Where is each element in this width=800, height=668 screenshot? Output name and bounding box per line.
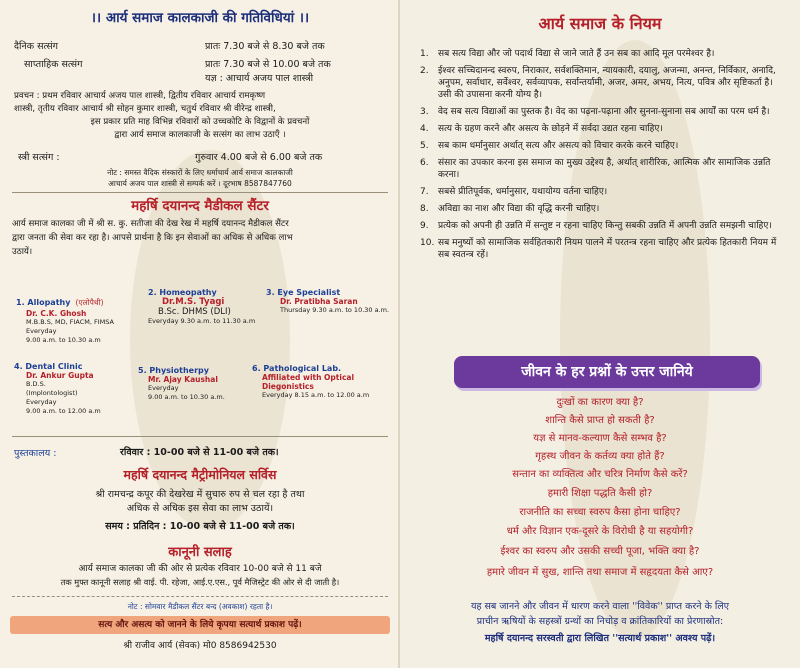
- library-time: रविवार : 10-00 बजे से 11-00 बजे तक।: [120, 447, 279, 458]
- pravachan-line: द्वारा आर्य समाज कालकाजी के सत्संग का लाभ उठाएँ ।: [114, 130, 286, 140]
- rule-text: वेद सब सत्य विद्याओं का पुस्तक है। वेद का पढ़ना-पढ़ाना और सुनना-सुनाना सब आर्यों का परम धर्म है।: [438, 107, 770, 117]
- clinic-name: 1. Allopathy: [16, 298, 71, 307]
- rule-text: ईश्वर सच्चिदानन्द स्वरुप, निराकार, सर्वशक्तिमान, न्यायकारी, दयालु, अजन्मा, अनन्त, निर्विकार, अनादि, अनुपम, सर्वाधार, सर्वेश्वर, सर्वव्यापक, सर्वान्तर्यामी, अजर, अमर, अभय, नित्य, पवित्र और सृष्टिकर्ता है। उसी की उपासना करनी योग्य है।: [438, 66, 776, 100]
- clinic-detail: Everyday: [148, 384, 179, 392]
- clinic-name: 3. Eye Specialist: [266, 288, 341, 297]
- clinic-detail: 9.00 a.m. to 12.00 a.m: [26, 407, 101, 415]
- sanskar-note: आचार्य अजय पाल शास्त्री से सम्पर्क करें । दूरभाष 8587847760: [108, 179, 292, 188]
- matrimonial-time: समय : प्रतिदिन : 10-00 बजे से 11-00 बजे तक।: [105, 521, 295, 532]
- clinic-detail: 9.00 a.m. to 10.30 a.m.: [148, 393, 225, 401]
- clinic-detail: B.D.S.: [26, 380, 46, 388]
- medical-center-title: महर्षि दयानन्द मैडीकल सैंटर: [131, 198, 269, 214]
- rule-item: [420, 65, 780, 101]
- rule-number: 6.: [420, 158, 429, 168]
- question-item: राजनीति का सच्चा स्वरुप कैसा होना चाहिए?: [519, 507, 681, 518]
- question-item: ईश्वर का स्वरुप और उसकी सच्ची पूजा, भक्ति क्या है?: [500, 546, 700, 557]
- rule-item: [420, 123, 780, 135]
- clinic-doctor: Mr. Ajay Kaushal: [148, 375, 218, 384]
- daily-satsang-time: प्रातः 7.30 बजे से 8.30 बजे तक: [205, 41, 325, 52]
- rule-number: 10.: [420, 238, 435, 248]
- signature: श्री राजीव आर्य (सेवक) मो0 8586942530: [123, 641, 277, 651]
- activities-title: ।। आर्य समाज कालकाजी की गतिविधियां ।।: [90, 10, 310, 26]
- clinic-dental: [14, 362, 134, 416]
- clinic-homeopathy: [148, 288, 268, 326]
- rule-number: 9.: [420, 221, 429, 231]
- divider: [12, 596, 388, 597]
- clinic-eye-specialist: [266, 288, 396, 315]
- clinic-detail: (Implontologist): [26, 389, 78, 397]
- rule-item: [420, 140, 780, 152]
- question-item: यज्ञ से मानव-कल्याण कैसे सम्भव है?: [533, 433, 667, 444]
- rule-text: प्रत्येक को अपनी ही उन्नति में सन्तुष्ट न रहना चाहिए किन्तु सबकी उन्नति में अपनी उन्नति समझनी चाहिए।: [438, 221, 772, 231]
- library-label: पुस्तकालय :: [14, 448, 57, 459]
- rule-number: 4.: [420, 124, 429, 134]
- medical-center-text: उठायें।: [12, 247, 33, 257]
- clinic-doctor: Affiliated with Optical: [262, 373, 355, 382]
- legal-advice-text: आर्य समाज कालका जी की ओर से प्रत्येक रविवार 10-00 बजे से 11 बजे: [78, 564, 322, 574]
- question-item: सन्तान का व्यक्तित्व और चरित्र निर्माण कैसे करें?: [512, 469, 688, 480]
- rule-text: सब सत्य विद्या और जो पदार्थ विद्या से जाने जाते हैं उन सब का आदि मूल परमेश्वर है।: [438, 49, 715, 59]
- matrimonial-title: महर्षि दयानन्द मैट्रीमोनियल सर्विस: [123, 467, 277, 482]
- rule-text: सबसे प्रीतिपूर्वक, धर्मानुसार, यथायोग्य वर्तना चाहिए।: [438, 187, 608, 197]
- clinic-doctor: Dr. C.K. Ghosh: [26, 309, 87, 318]
- clinic-allopathy: [16, 290, 141, 345]
- vivek-footer-line: प्राचीन ऋषियों के सहस्त्रों ग्रन्थों का निचोड़ व क्रांतिकारियों का प्रेरणास्रोत:: [476, 616, 724, 627]
- rule-number: 1.: [420, 49, 429, 59]
- rule-number: 5.: [420, 141, 429, 151]
- pravachan-line: शास्त्री, तृतीय रविवार आचार्य श्री सोहन कुमार शास्त्री, चतुर्थ रविवार श्री वीरेन्द्र शास्त्री,: [14, 104, 276, 114]
- rule-item: [420, 220, 780, 232]
- clinic-detail: Everyday 8.15 a.m. to 12.00 a.m: [262, 391, 370, 399]
- clinic-doctor: Dr. Pratibha Saran: [280, 297, 358, 306]
- clinic-name: 5. Physiotherpy: [138, 366, 209, 375]
- weekly-satsang-time: प्रातः 7.30 बजे से 10.00 बजे तक: [205, 59, 331, 70]
- rule-item: [420, 48, 780, 60]
- rule-text: अविद्या का नाश और विद्या की वृद्धि करनी चाहिए।: [438, 204, 600, 214]
- life-questions-banner: जीवन के हर प्रश्नों के उत्तर जानिये: [454, 356, 760, 388]
- question-item: शान्ति कैसे प्राप्त हो सकती है?: [545, 415, 655, 426]
- clinic-detail: B.Sc. DHMS (DLI): [158, 307, 231, 317]
- daily-satsang-label: दैनिक सत्संग: [14, 41, 59, 52]
- clinic-doctor: Dr. Ankur Gupta: [26, 371, 94, 380]
- matrimonial-text: श्री रामचन्द्र कपूर की देखरेख में सुचारु रुप से चल रहा है तथा: [95, 489, 305, 500]
- satyarth-prakash-banner: सत्य और असत्य को जानने के लिये कृपया सत्यार्थ प्रकाश पढ़ें।: [10, 616, 390, 634]
- clinic-physiotherapy: [138, 366, 248, 402]
- rule-text: संसार का उपकार करना इस समाज का मुख्य उद्देश्य है, अर्थात् शारीरिक, आत्मिक और सामाजिक उन्नति करना।: [438, 158, 771, 180]
- yagya-line: यज्ञ : आचार्य अजय पाल शास्त्री: [205, 73, 314, 84]
- clinic-name: 6. Pathological Lab.: [252, 364, 342, 373]
- rule-item: [420, 186, 780, 198]
- niyam-title: आर्य समाज के नियम: [538, 14, 662, 33]
- clinic-name: 2. Homeopathy: [148, 288, 217, 297]
- rule-number: 2.: [420, 66, 429, 76]
- clinic-hindi-name: (एलोपैथी): [75, 298, 104, 307]
- rule-text: सब मनुष्यों को सामाजिक सर्वहितकारी नियम पालने में परतन्त्र रहना चाहिए और प्रत्येक हितकारी नियम में सब स्वतन्त्र रहें।: [438, 238, 777, 260]
- legal-advice-text: तक मुफ्त कानूनी सलाह श्री वाई. पी. रहेजा, आई.ए.एस., पूर्व मैजिस्ट्रेट की ओर से दी जाती है।: [60, 577, 340, 587]
- clinic-detail: Everyday 9.30 a.m. to 11.30 a.m: [148, 317, 256, 325]
- question-item: धर्म और विज्ञान एक-दूसरे के विरोधी है या सहयोगी?: [506, 526, 694, 537]
- legal-advice-title: कानूनी सलाह: [168, 545, 232, 560]
- question-item: गृहस्थ जीवन के कर्तव्य क्या होते हैं?: [535, 451, 665, 462]
- rule-text: सत्य के ग्रहण करने और असत्य के छोड़ने में सर्वदा उद्यत रहना चाहिए।: [438, 124, 663, 134]
- divider: [12, 436, 388, 437]
- clinic-pathology-lab: [252, 364, 397, 400]
- rule-number: 3.: [420, 107, 429, 117]
- clinic-detail: Diegonistics: [262, 382, 314, 391]
- rules-list: [420, 48, 780, 266]
- question-item: हमारे जीवन में सुख, शान्ति तथा समाज में सहृदयता कैसे आए?: [486, 567, 714, 578]
- rule-number: 8.: [420, 204, 429, 214]
- stri-satsang-label: स्त्री सत्संग :: [18, 152, 60, 163]
- clinic-detail: M.B.B.S, MD, FIACM, FIMSA: [26, 318, 114, 326]
- pravachan-line: इस प्रकार प्रति माह विभिन्न रविवारों को उच्चकोटि के विद्वानों के प्रवचनों: [90, 117, 310, 127]
- stri-satsang-time: गुरुवार 4.00 बजे से 6.00 बजे तक: [195, 152, 323, 163]
- clinic-detail: Everyday: [26, 398, 57, 406]
- sanskar-note: नोट : समस्त वैदिक संस्कारों के लिए धर्माचार्य आर्य समाज कालकाजी: [107, 168, 293, 177]
- question-item: हमारी शिक्षा पद्धति कैसी हो?: [547, 488, 653, 499]
- vivek-footer-line: यह सब जानने और जीवन में धारण करने वाला ''विवेक'' प्राप्त करने के लिए: [470, 601, 730, 612]
- rule-number: 7.: [420, 187, 429, 197]
- matrimonial-text: अधिक से अधिक इस सेवा का लाभ उठायें।: [126, 503, 274, 514]
- medical-center-text: द्वारा जनता की सेवा कर रहा है। आपसे प्रार्थना है कि इन सेवाओं का अधिक से अधिक लाभ: [12, 233, 293, 243]
- clinic-name: 4. Dental Clinic: [14, 362, 83, 371]
- vivek-footer-line: महर्षि दयानन्द सरस्वती द्वारा लिखित ''सत्यार्थ प्रकाश'' अवश्य पढ़ें।: [484, 633, 716, 644]
- rule-item: [420, 157, 780, 181]
- rule-item: [420, 106, 780, 118]
- rule-text: सब काम धर्मानुसार अर्थात् सत्य और असत्य को विचार करके करने चाहिए।: [438, 141, 679, 151]
- rule-item: [420, 203, 780, 215]
- clinic-detail: Thursday 9.30 a.m. to 10.30 a.m.: [280, 306, 390, 314]
- question-item: दुःखों का कारण क्या है?: [556, 397, 644, 408]
- medical-center-text: आर्य समाज कालका जी में श्री स. कु. सतीजा की देख रेख में महर्षि दयानन्द मैडीकल सैंटर: [12, 219, 289, 229]
- monday-closed-note: नोट : सोमवार मैडीकल सैंटर बन्द (अवकाश) रहता है।: [127, 602, 273, 611]
- weekly-satsang-label: साप्ताहिक सत्संग: [24, 59, 83, 70]
- clinic-doctor: Dr.M.S. Tyagi: [162, 297, 225, 307]
- clinic-detail: 9.00 a.m. to 10.30 a.m: [26, 336, 101, 344]
- pravachan-line: प्रवचन : प्रथम रविवार आचार्य अजय पाल शास्त्री, द्वितीय रविवार आचार्य रामकृष्ण: [14, 91, 266, 101]
- rule-item: [420, 237, 780, 261]
- divider: [12, 192, 388, 193]
- clinic-detail: Everyday: [26, 327, 57, 335]
